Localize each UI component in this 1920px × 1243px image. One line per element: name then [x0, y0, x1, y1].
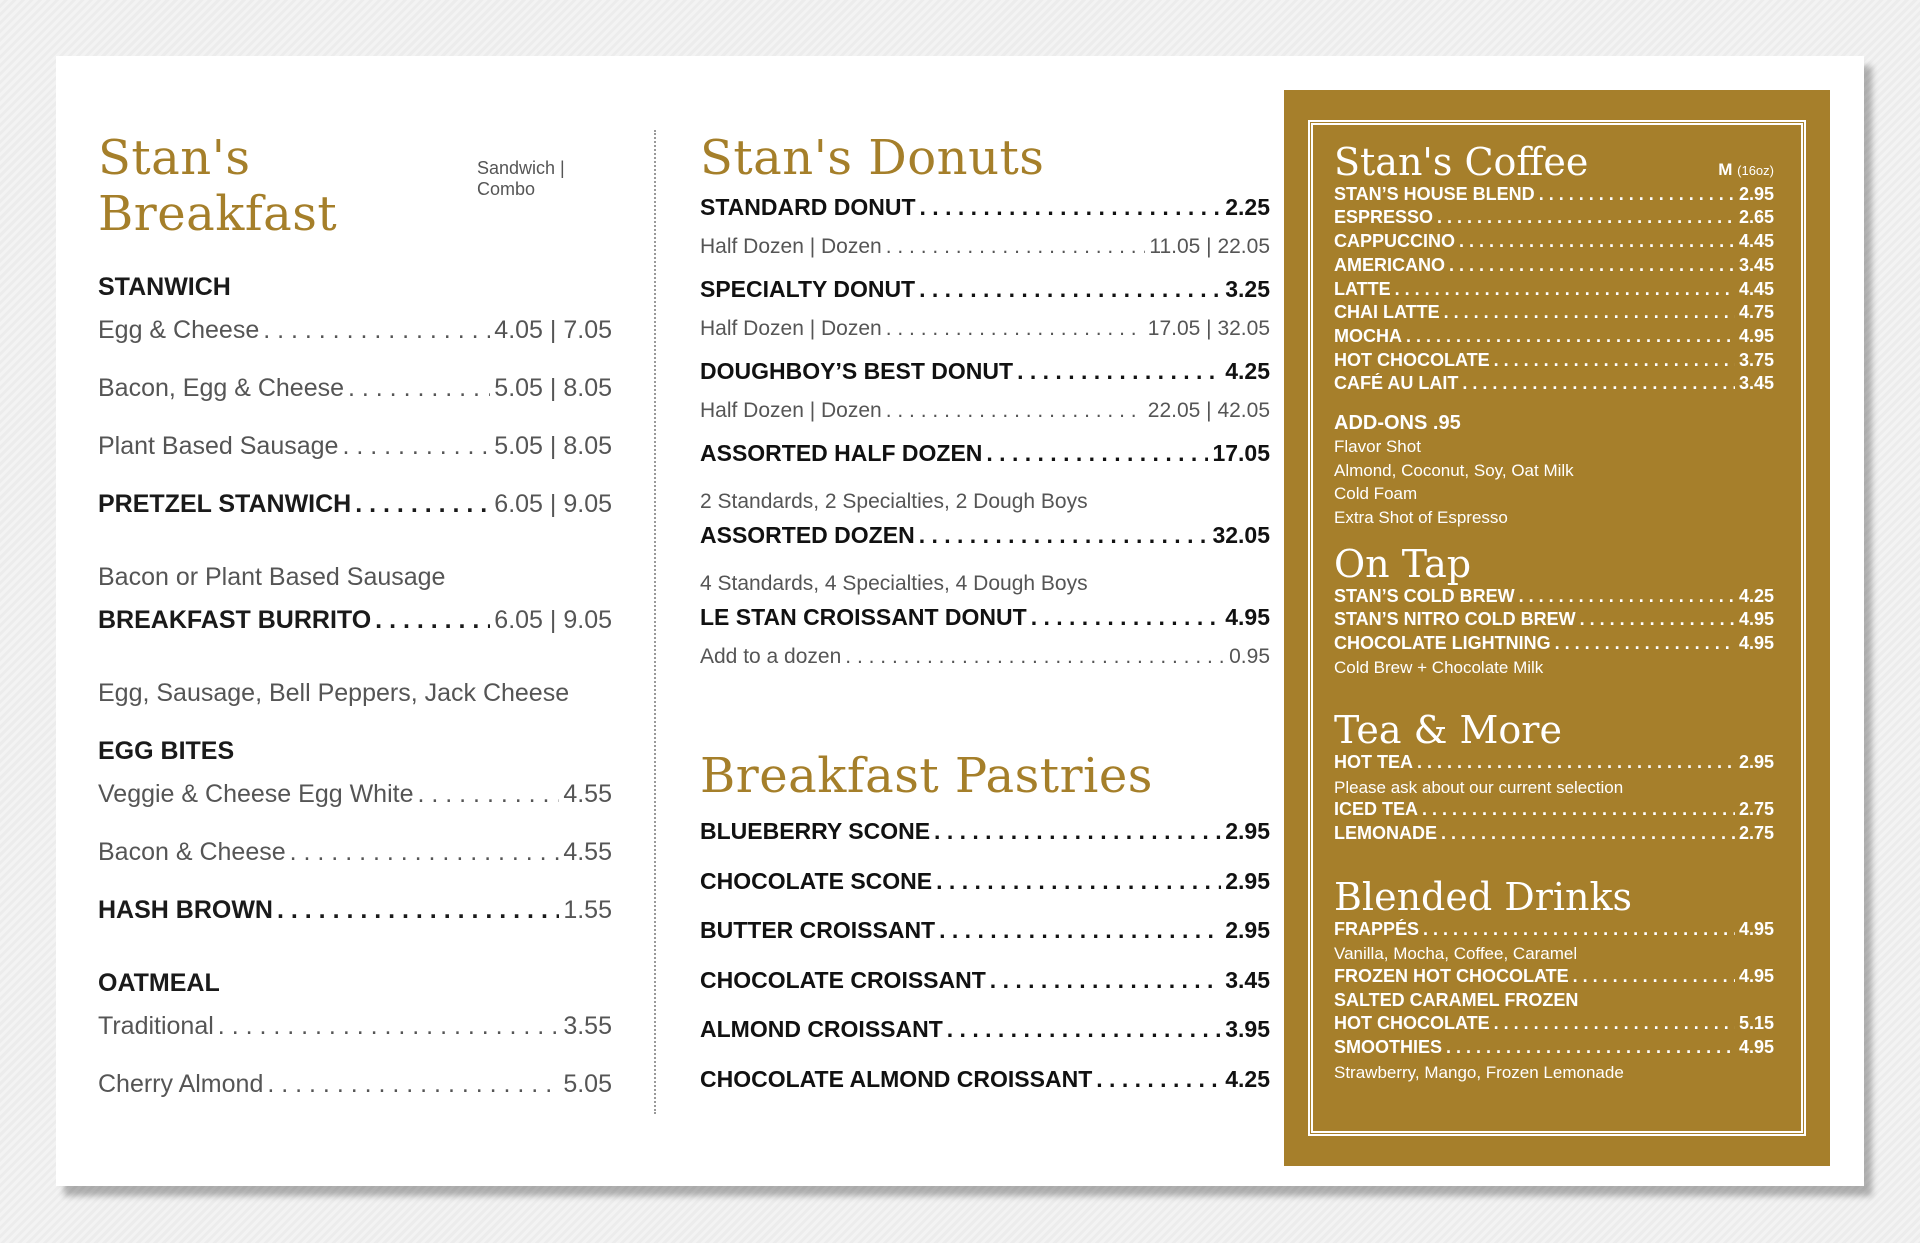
item-name: CHAI LATTE: [1334, 302, 1440, 323]
item-name: STAN’S HOUSE BLEND: [1334, 183, 1535, 204]
item-name: CHOCOLATE CROISSANT: [700, 966, 986, 993]
dot-leader: [1031, 604, 1222, 631]
item-description: Egg, Sausage, Bell Peppers, Jack Cheese: [98, 678, 570, 707]
menu-board: [56, 56, 1864, 1186]
item-description: Bacon or Plant Based Sausage: [98, 562, 446, 591]
dot-leader: [886, 235, 1146, 259]
donut-list: [700, 194, 1270, 686]
drinks-panel: [1284, 90, 1830, 1166]
dot-leader: [947, 1016, 1221, 1043]
drink-item: [1334, 255, 1774, 279]
menu-item: [98, 432, 612, 490]
item-name: Traditional: [98, 1012, 214, 1040]
item-price: 2.25: [1225, 194, 1270, 220]
item-name: HOT CHOCOLATE: [1334, 1013, 1490, 1034]
item-name: ESPRESSO: [1334, 207, 1434, 228]
item-price: 5.05: [563, 1070, 612, 1098]
item-name: STANDARD DONUT: [700, 194, 916, 220]
menu-item: [700, 194, 1270, 235]
menu-item: [98, 780, 612, 838]
drink-item: [1334, 302, 1774, 326]
dot-leader: [1459, 231, 1735, 252]
dot-leader: [990, 967, 1221, 994]
item-name: CHOCOLATE ALMOND CROISSANT: [700, 1065, 1093, 1092]
dot-leader: [1494, 350, 1735, 371]
drink-item: [1334, 326, 1774, 350]
item-name: CHOCOLATE LIGHTNING: [1334, 632, 1551, 653]
item-price: 6.05 | 9.05: [494, 490, 612, 518]
drink-item-name: SALTED CARAMEL FROZEN: [1334, 989, 1579, 1010]
menu-item: [98, 316, 612, 374]
item-name: Half Dozen | Dozen: [700, 235, 882, 258]
drink-item: [1334, 823, 1774, 847]
menu-item: [98, 1070, 612, 1128]
item-name: DOUGHBOY’S BEST DONUT: [700, 358, 1014, 384]
item-price: 4.95: [1738, 1037, 1774, 1058]
dot-leader: [1573, 966, 1735, 987]
dot-leader: [919, 276, 1221, 303]
drink-item: [1334, 184, 1774, 208]
item-name: LATTE: [1334, 278, 1391, 299]
item-name: LE STAN CROISSANT DONUT: [700, 604, 1027, 630]
dot-leader: [1437, 207, 1735, 228]
menu-item: [700, 917, 1270, 967]
dot-leader: [1555, 633, 1735, 654]
menu-sub-item: [700, 399, 1270, 440]
item-name: Bacon, Egg & Cheese: [98, 374, 344, 402]
dot-leader: [939, 917, 1221, 944]
column-divider: [654, 130, 656, 1114]
drink-item: [1334, 919, 1774, 943]
item-name: Add to a dozen: [700, 645, 842, 668]
menu-item: [700, 1066, 1270, 1116]
item-name: FROZEN HOT CHOCOLATE: [1334, 966, 1569, 986]
dot-leader: [1406, 326, 1735, 347]
item-price: 4.95: [1225, 604, 1270, 630]
donuts-title: Stan's Donuts: [700, 130, 1045, 186]
addons-list: [1334, 435, 1774, 530]
on-tap-list: [1334, 586, 1774, 681]
item-price: 2.95: [1738, 183, 1774, 204]
item-price: 2.95: [1738, 752, 1774, 773]
drink-item: [1334, 279, 1774, 303]
item-price: 4.95: [1738, 632, 1774, 653]
menu-item: [700, 276, 1270, 317]
size-label: [1718, 160, 1774, 180]
addon-option: Flavor Shot: [1334, 436, 1421, 456]
item-name: HOT TEA: [1334, 752, 1413, 773]
item-price: 5.05 | 8.05: [494, 432, 612, 460]
pastries-title: Breakfast Pastries: [700, 748, 1153, 804]
dot-leader: [375, 606, 490, 635]
item-price: 4.95: [1738, 966, 1774, 986]
menu-item: [700, 522, 1270, 563]
item-name: FRAPPÉS: [1334, 918, 1420, 939]
item-name: CAPPUCCINO: [1334, 231, 1456, 252]
item-price: 2.95: [1225, 917, 1270, 943]
dot-leader: [936, 868, 1221, 895]
dot-leader: [919, 522, 1209, 549]
menu-item: [700, 358, 1270, 399]
item-price: 4.95: [1738, 918, 1774, 939]
menu-item: [700, 967, 1270, 1017]
menu-sub-item: [700, 317, 1270, 358]
item-price: 11.05 | 22.05: [1149, 235, 1270, 258]
breakfast-title-row: [98, 130, 612, 242]
item-name: ICED TEA: [1334, 799, 1419, 820]
item-price: 3.75: [1738, 349, 1774, 370]
tea-list: [1334, 752, 1774, 847]
item-price: 22.05 | 42.05: [1147, 399, 1270, 422]
item-price: 4.45: [1738, 231, 1774, 252]
drink-item: [1334, 1013, 1774, 1037]
dot-leader: [886, 317, 1144, 341]
drink-item: [1334, 633, 1774, 657]
blended-list: [1334, 919, 1774, 1085]
dot-leader: [1462, 373, 1735, 394]
dot-leader: [886, 399, 1144, 423]
drink-item: [1334, 752, 1774, 776]
item-name: HASH BROWN: [98, 896, 273, 924]
menu-item: [700, 440, 1270, 481]
item-price: 4.25: [1225, 358, 1270, 384]
item-price: 3.45: [1225, 966, 1270, 993]
item-name: CAFÉ AU LAIT: [1334, 373, 1459, 394]
menu-item: [98, 896, 612, 954]
item-name: SPECIALTY DONUT: [700, 276, 916, 302]
dot-leader: [1449, 255, 1735, 276]
item-name: PRETZEL STANWICH: [98, 490, 352, 518]
item-name: SMOOTHIES: [1334, 1037, 1443, 1058]
size-letter: M: [1718, 160, 1733, 179]
item-price: 2.75: [1738, 799, 1774, 820]
dot-leader: [263, 316, 490, 345]
dot-leader: [1580, 609, 1735, 630]
item-name: Half Dozen | Dozen: [700, 317, 882, 340]
drink-item: [1334, 799, 1774, 823]
drink-item: [1334, 586, 1774, 610]
breakfast-title: Stan's Breakfast: [98, 130, 338, 242]
drink-item: [1334, 350, 1774, 374]
item-name: ALMOND CROISSANT: [700, 1016, 943, 1042]
item-name: Cherry Almond: [98, 1070, 264, 1098]
item-price: 3.45: [1738, 254, 1774, 275]
item-price: 4.55: [563, 838, 612, 866]
menu-item: [98, 838, 612, 896]
donuts-section: [700, 130, 1270, 1115]
item-name: MOCHA: [1334, 325, 1402, 346]
item-price: 3.45: [1738, 373, 1774, 394]
menu-item: [98, 490, 612, 548]
dot-leader: [1444, 302, 1735, 323]
item-price: 4.95: [1738, 325, 1774, 346]
menu-sub-item: [700, 645, 1270, 686]
dot-leader: [1422, 799, 1735, 820]
dot-leader: [1423, 919, 1735, 940]
item-name: STAN’S NITRO COLD BREW: [1334, 609, 1576, 630]
item-name: Plant Based Sausage: [98, 432, 339, 460]
menu-item: [98, 374, 612, 432]
dot-leader: [417, 780, 559, 809]
drink-item: [1334, 1037, 1774, 1061]
item-price: 6.05 | 9.05: [494, 606, 612, 634]
drink-item: [1334, 966, 1774, 990]
addons-heading: ADD-ONS .95: [1334, 411, 1461, 434]
size-note: (16oz): [1737, 163, 1774, 178]
item-price: 32.05: [1212, 522, 1270, 548]
menu-item: [700, 604, 1270, 645]
dot-leader: [1446, 1037, 1735, 1058]
item-price: 3.25: [1225, 276, 1270, 302]
menu-item: [98, 1012, 612, 1070]
item-name: Veggie & Cheese Egg White: [98, 780, 414, 808]
item-price: 4.95: [1738, 609, 1774, 630]
breakfast-section: [98, 130, 612, 1128]
drink-item: [1334, 231, 1774, 255]
item-price: 5.05 | 8.05: [494, 374, 612, 402]
menu-item: [700, 818, 1270, 868]
item-price: 4.25: [1225, 1065, 1270, 1092]
item-price: 2.95: [1225, 818, 1270, 844]
addon-option: Cold Foam: [1334, 484, 1418, 504]
drink-description: Cold Brew + Chocolate Milk: [1334, 658, 1544, 678]
item-name: BUTTER CROISSANT: [700, 917, 936, 943]
item-price: 17.05: [1212, 440, 1270, 466]
dot-leader: [290, 838, 560, 867]
item-price: 3.55: [563, 1012, 612, 1040]
item-description: 2 Standards, 2 Specialties, 2 Dough Boys: [700, 489, 1088, 513]
dot-leader: [986, 440, 1208, 467]
item-price: 17.05 | 32.05: [1147, 317, 1270, 340]
dot-leader: [267, 1070, 559, 1099]
dot-leader: [845, 645, 1225, 669]
tea-title: Tea & More: [1334, 708, 1562, 753]
item-name: LEMONADE: [1334, 823, 1437, 844]
addon-option: Almond, Coconut, Soy, Oat Milk: [1334, 460, 1574, 480]
item-name: ASSORTED HALF DOZEN: [700, 440, 983, 466]
dot-leader: [1539, 184, 1735, 205]
pastry-list: [700, 818, 1270, 1115]
item-price: 2.95: [1225, 867, 1270, 894]
menu-item: [98, 606, 612, 664]
breakfast-subtitle: Sandwich | Combo: [476, 158, 565, 199]
item-price: 2.75: [1738, 823, 1774, 844]
breakfast-list: [98, 258, 612, 1128]
item-price: 4.05 | 7.05: [494, 316, 612, 344]
item-price: 4.55: [563, 780, 612, 808]
dot-leader: [1096, 1066, 1221, 1093]
menu-item: [700, 1016, 1270, 1066]
dot-leader: [1441, 823, 1735, 844]
drink-description: Strawberry, Mango, Frozen Lemonade: [1334, 1062, 1624, 1082]
dot-leader: [342, 432, 490, 461]
dot-leader: [1417, 752, 1735, 773]
dot-leader: [934, 818, 1221, 845]
drink-item: [1334, 373, 1774, 397]
item-price: 3.95: [1225, 1016, 1270, 1042]
item-name: BREAKFAST BURRITO: [98, 606, 372, 634]
category-heading: STANWICH: [98, 272, 231, 301]
item-name: AMERICANO: [1334, 254, 1445, 275]
dot-leader: [218, 1012, 560, 1041]
drink-description: Please ask about our current selection: [1334, 777, 1624, 797]
item-name: BLUEBERRY SCONE: [700, 818, 931, 844]
dot-leader: [348, 374, 490, 403]
dot-leader: [1494, 1013, 1735, 1034]
coffee-title-row: [1334, 142, 1774, 184]
item-name: Egg & Cheese: [98, 316, 260, 344]
item-description: 4 Standards, 4 Specialties, 4 Dough Boys: [700, 571, 1088, 595]
item-price: 4.25: [1738, 585, 1774, 606]
coffee-list: [1334, 184, 1774, 397]
dot-leader: [920, 194, 1222, 221]
item-name: Half Dozen | Dozen: [700, 399, 882, 422]
blended-title: Blended Drinks: [1334, 874, 1633, 919]
on-tap-title: On Tap: [1334, 541, 1472, 586]
drink-item: [1334, 207, 1774, 231]
item-price: 5.15: [1738, 1013, 1774, 1034]
drinks-panel-content: [1334, 142, 1774, 1084]
drink-description: Vanilla, Mocha, Coffee, Caramel: [1334, 944, 1578, 964]
dot-leader: [1017, 358, 1221, 385]
item-name: HOT CHOCOLATE: [1334, 349, 1490, 370]
dot-leader: [1519, 586, 1735, 607]
item-name: STAN’S COLD BREW: [1334, 585, 1515, 606]
addon-option: Extra Shot of Espresso: [1334, 507, 1508, 527]
category-heading: EGG BITES: [98, 736, 235, 765]
item-name: ASSORTED DOZEN: [700, 522, 915, 548]
item-price: 4.45: [1738, 278, 1774, 299]
dot-leader: [277, 896, 559, 925]
drink-item: [1334, 609, 1774, 633]
menu-item: [700, 868, 1270, 918]
item-name: Bacon & Cheese: [98, 838, 286, 866]
item-price: 4.75: [1738, 302, 1774, 323]
item-price: 2.65: [1738, 207, 1774, 228]
item-price: 1.55: [563, 896, 612, 924]
coffee-title: Stan's Coffee: [1334, 140, 1589, 184]
dot-leader: [1395, 279, 1735, 300]
category-heading: OATMEAL: [98, 968, 220, 997]
item-name: CHOCOLATE SCONE: [700, 867, 933, 894]
menu-sub-item: [700, 235, 1270, 276]
item-price: 0.95: [1229, 645, 1270, 668]
dot-leader: [355, 490, 490, 519]
